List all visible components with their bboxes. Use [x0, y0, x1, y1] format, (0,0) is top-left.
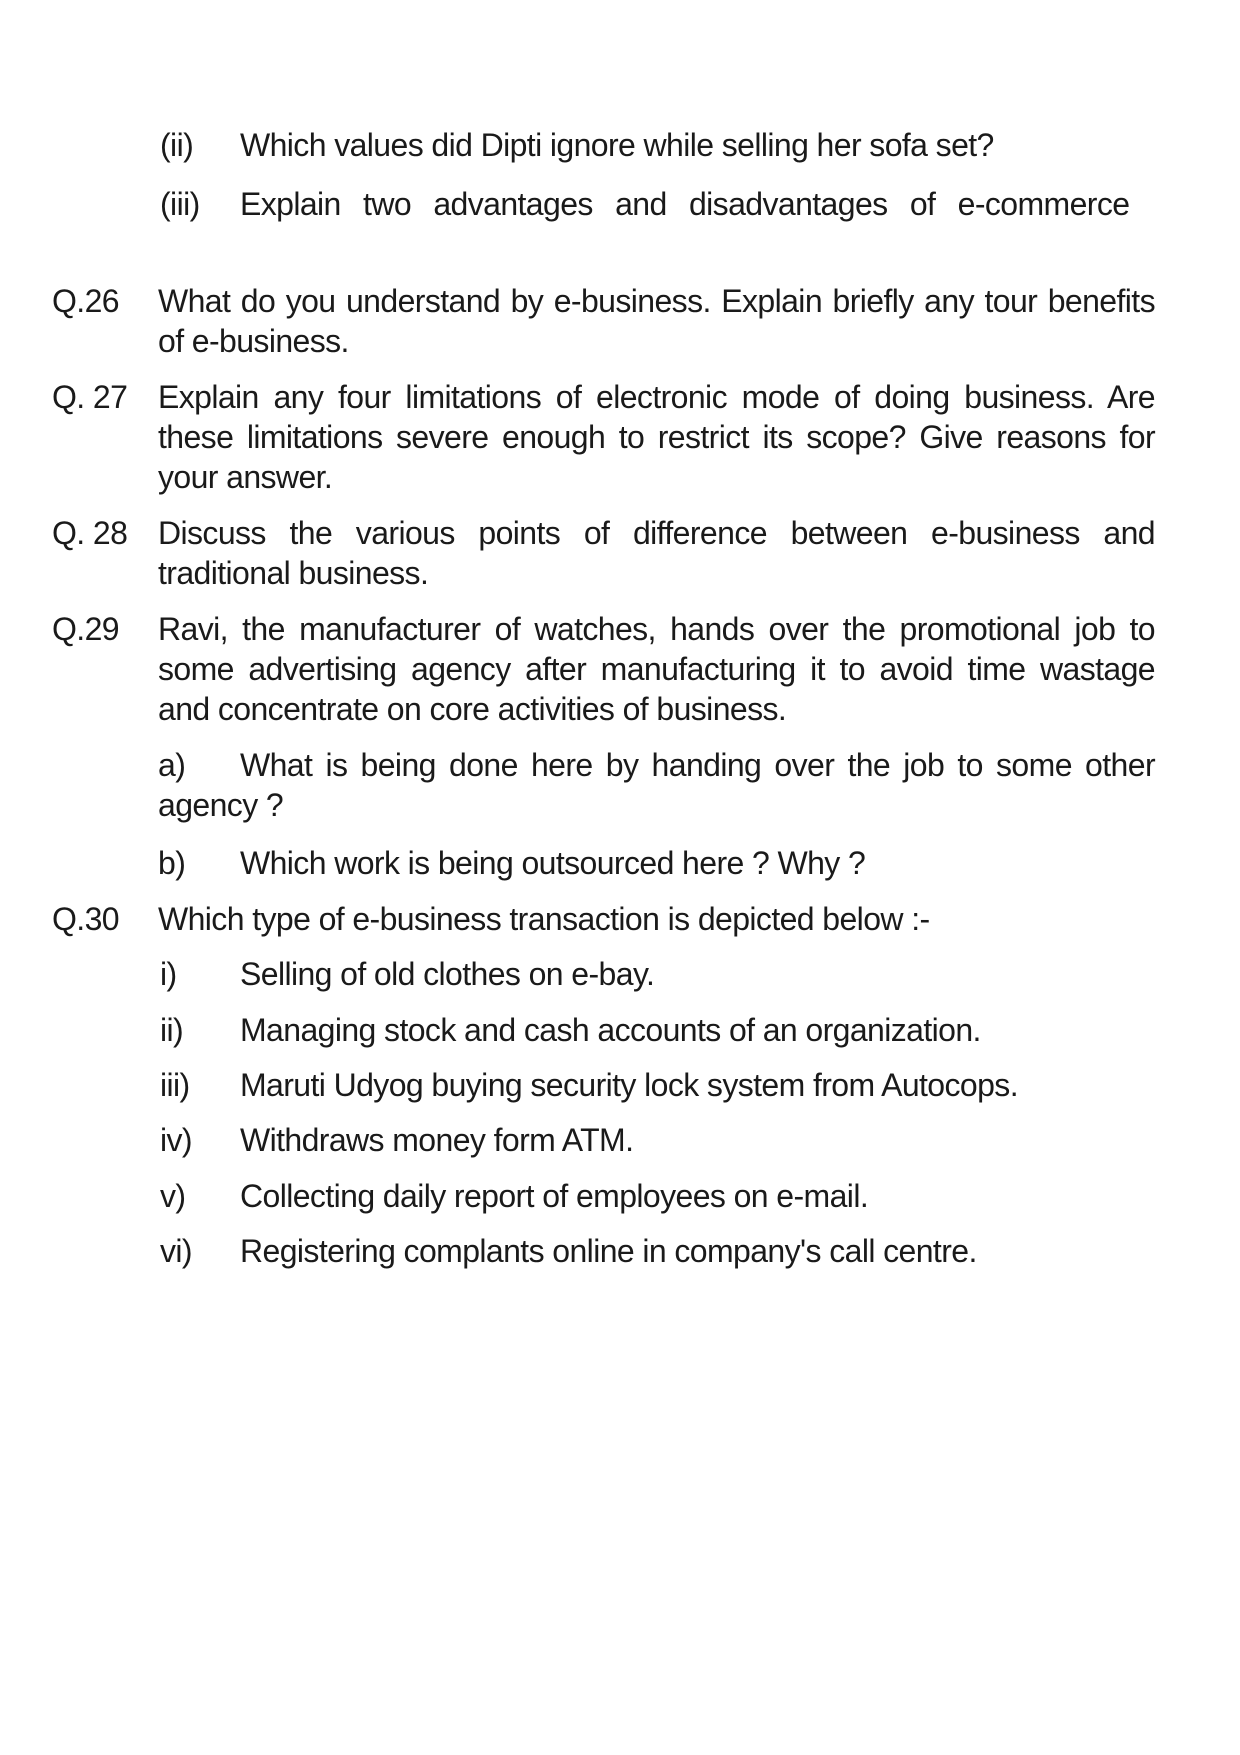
q30-item [0, 1120, 1240, 1160]
item-number: ii) [160, 1012, 184, 1048]
question-text: Explain any four limitations of electronic mode of doing business. Are these limitations severe enough to restrict its scope? Give reasons for your answer. [158, 379, 1155, 495]
part-label: b) [158, 845, 186, 881]
question-26 [0, 281, 1240, 361]
question-text: What do you understand by e-business. Explain briefly any tour benefits of e-business. [158, 283, 1155, 359]
item-text: Selling of old clothes on e-bay. [240, 956, 655, 992]
question-text: Ravi, the manufacturer of watches, hands over the promotional job to some advertising agency after manufacturing it to avoid time wastage and concentrate on core activities of business. [158, 611, 1155, 727]
q29-part-b [0, 843, 1240, 883]
question-29 [0, 609, 1240, 729]
part-text: Which work is being outsourced here ? Why ? [240, 845, 866, 881]
sub-question-number: (iii) [160, 186, 200, 222]
part-text: What is being done here by handing over the job to some other agency ? [158, 747, 1155, 823]
sub-question-ii [0, 125, 1240, 165]
item-number: iv) [160, 1122, 192, 1158]
item-text: Registering complants online in company's call centre. [240, 1233, 977, 1269]
item-number: iii) [160, 1067, 190, 1103]
question-28 [0, 513, 1240, 593]
sub-question-text: Explain two advantages and disadvantages of e-commerce [240, 186, 1130, 222]
question-number: Q.29 [52, 611, 119, 647]
sub-question-iii [0, 184, 1240, 224]
q30-item [0, 1231, 1240, 1271]
question-30 [0, 899, 1240, 939]
item-number: vi) [160, 1233, 192, 1269]
item-number: i) [160, 956, 177, 992]
question-27 [0, 377, 1240, 497]
sub-question-number: (ii) [160, 127, 194, 163]
q30-item [0, 954, 1240, 994]
item-text: Maruti Udyog buying security lock system from Autocops. [240, 1067, 1018, 1103]
q30-item [0, 1010, 1240, 1050]
question-number: Q.30 [52, 901, 119, 937]
sub-question-text: Which values did Dipti ignore while selling her sofa set? [240, 127, 994, 163]
q30-item [0, 1065, 1240, 1105]
item-text: Collecting daily report of employees on e-mail. [240, 1178, 869, 1214]
question-number: Q. 28 [52, 515, 128, 551]
question-text: Which type of e-business transaction is depicted below :- [158, 901, 930, 937]
question-number: Q. 27 [52, 379, 128, 415]
item-text: Managing stock and cash accounts of an organization. [240, 1012, 981, 1048]
question-text: Discuss the various points of difference between e-business and traditional business. [158, 515, 1155, 591]
item-text: Withdraws money form ATM. [240, 1122, 634, 1158]
item-number: v) [160, 1178, 186, 1214]
part-label: a) [158, 747, 186, 783]
q30-item [0, 1176, 1240, 1216]
question-number: Q.26 [52, 283, 119, 319]
q29-part-a [0, 745, 1240, 825]
